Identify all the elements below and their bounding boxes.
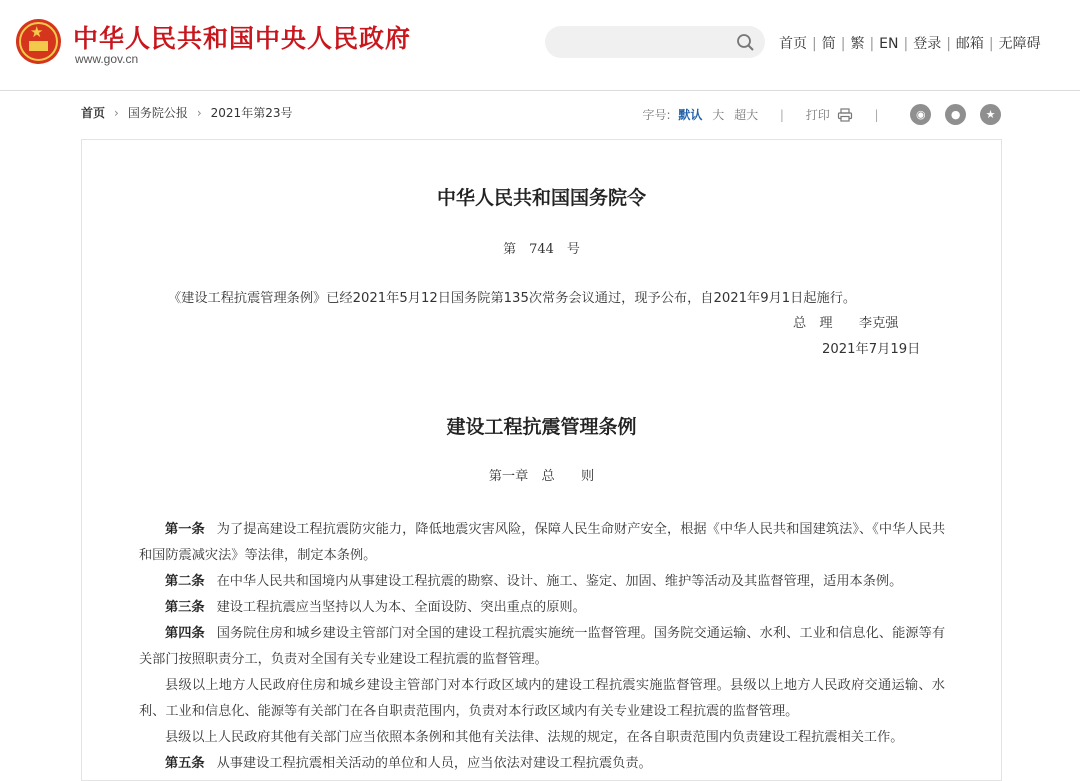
nav-accessibility[interactable]: 无障碍 xyxy=(998,36,1041,52)
print-button[interactable] xyxy=(806,106,853,123)
article-paragraph xyxy=(139,725,945,751)
top-nav: 首页 | 简 | 繁 | EN | 登录 | 邮箱 | 无障碍 xyxy=(779,36,1041,52)
printer-icon xyxy=(837,108,853,122)
site-title[interactable]: 中华人民共和国中央人民政府 xyxy=(73,24,412,53)
font-size-large[interactable]: 大 xyxy=(712,108,725,122)
article-label: 第四条 xyxy=(165,626,205,641)
article-text: 国务院住房和城乡建设主管部门对全国的建设工程抗震实施统一监督管理。国务院交通运输、水利、工业和信息化、能源等有关部门按照职责分工，负责对全国有关专业建设工程抗震的监督管理。 xyxy=(139,626,946,667)
article-body xyxy=(139,517,945,777)
order-title: 中华人民共和国国务院令 xyxy=(436,187,646,209)
article-paragraph xyxy=(139,569,945,595)
promulgation-text: 《建设工程抗震管理条例》已经2021年5月12日国务院第135次常务会议通过，现予公布，自2021年9月1日起施行。 xyxy=(168,291,857,306)
article-text: 从事建设工程抗震相关活动的单位和人员，应当依法对建设工程抗震负责。 xyxy=(216,756,652,771)
nav-simplified[interactable]: 简 xyxy=(821,36,836,52)
article-text: 县级以上地方人民政府住房和城乡建设主管部门对本行政区域内的建设工程抗震实施监督管理。县级以上地方人民政府交通运输、水利、工业和信息化、能源等有关部门在各自职责范围内，负责对本行政区域内有关专业建设工程抗震的监督管理。 xyxy=(139,678,945,719)
article-paragraph xyxy=(139,595,945,621)
breadcrumb-section[interactable]: 国务院公报 xyxy=(127,106,188,120)
regulation-title: 建设工程抗震管理条例 xyxy=(446,416,637,438)
nav-mail[interactable]: 邮箱 xyxy=(955,36,984,52)
weibo-icon[interactable]: ◉ xyxy=(910,104,931,125)
site-header xyxy=(0,0,1080,91)
divider: | xyxy=(874,107,879,122)
signer: 总 理 李克强 xyxy=(793,316,899,331)
search-icon[interactable] xyxy=(735,32,757,52)
search-input[interactable] xyxy=(559,32,733,54)
article-paragraph xyxy=(139,751,945,777)
article-tools xyxy=(643,104,1001,126)
order-number: 第 744 号 xyxy=(503,242,580,257)
article-content xyxy=(81,139,1002,781)
nav-english[interactable]: EN xyxy=(879,36,899,52)
sign-date: 2021年7月19日 xyxy=(822,342,921,357)
chapter-heading: 第一章 总 则 xyxy=(488,469,595,484)
article-text: 为了提高建设工程抗震防灾能力，降低地震灾害风险，保障人民生命财产安全，根据《中华人民共和国建筑法》、《中华人民共和国防震减灾法》等法律，制定本条例。 xyxy=(139,522,946,563)
article-paragraph xyxy=(139,621,945,673)
article-paragraph xyxy=(139,673,945,725)
article-text: 县级以上人民政府其他有关部门应当依照本条例和其他有关法律、法规的规定，在各自职责范围内负责建设工程抗震相关工作。 xyxy=(165,730,904,745)
site-url: www.gov.cn xyxy=(75,52,139,66)
font-size-label: 字号: xyxy=(642,108,671,122)
breadcrumb-bar xyxy=(81,104,1001,126)
print-label: 打印 xyxy=(805,108,830,122)
chevron-right-icon: › xyxy=(196,106,202,120)
nav-home[interactable]: 首页 xyxy=(779,36,807,52)
font-size-default[interactable]: 默认 xyxy=(678,108,703,122)
search-box xyxy=(545,26,765,58)
article-text: 在中华人民共和国境内从事建设工程抗震的勘察、设计、施工、鉴定、加固、维护等活动及其监督管理，适用本条例。 xyxy=(216,574,903,589)
breadcrumb-current: 2021年第23号 xyxy=(210,106,293,120)
article-label: 第一条 xyxy=(165,522,205,537)
divider: | xyxy=(779,107,784,122)
font-size-xlarge[interactable]: 超大 xyxy=(734,108,759,122)
article-label: 第二条 xyxy=(165,574,205,589)
star-icon[interactable]: ★ xyxy=(980,104,1001,125)
national-emblem-icon[interactable]: ★ xyxy=(16,19,61,64)
article-paragraph xyxy=(139,517,945,569)
article-text: 建设工程抗震应当坚持以人为本、全面设防、突出重点的原则。 xyxy=(216,600,586,615)
breadcrumb xyxy=(81,104,292,121)
article-label: 第五条 xyxy=(165,756,205,771)
chevron-right-icon: › xyxy=(114,106,119,120)
nav-traditional[interactable]: 繁 xyxy=(850,36,865,52)
wechat-icon[interactable]: ● xyxy=(945,104,966,125)
nav-login[interactable]: 登录 xyxy=(913,36,942,52)
article-label: 第三条 xyxy=(165,600,205,615)
breadcrumb-home[interactable]: 首页 xyxy=(81,106,106,120)
